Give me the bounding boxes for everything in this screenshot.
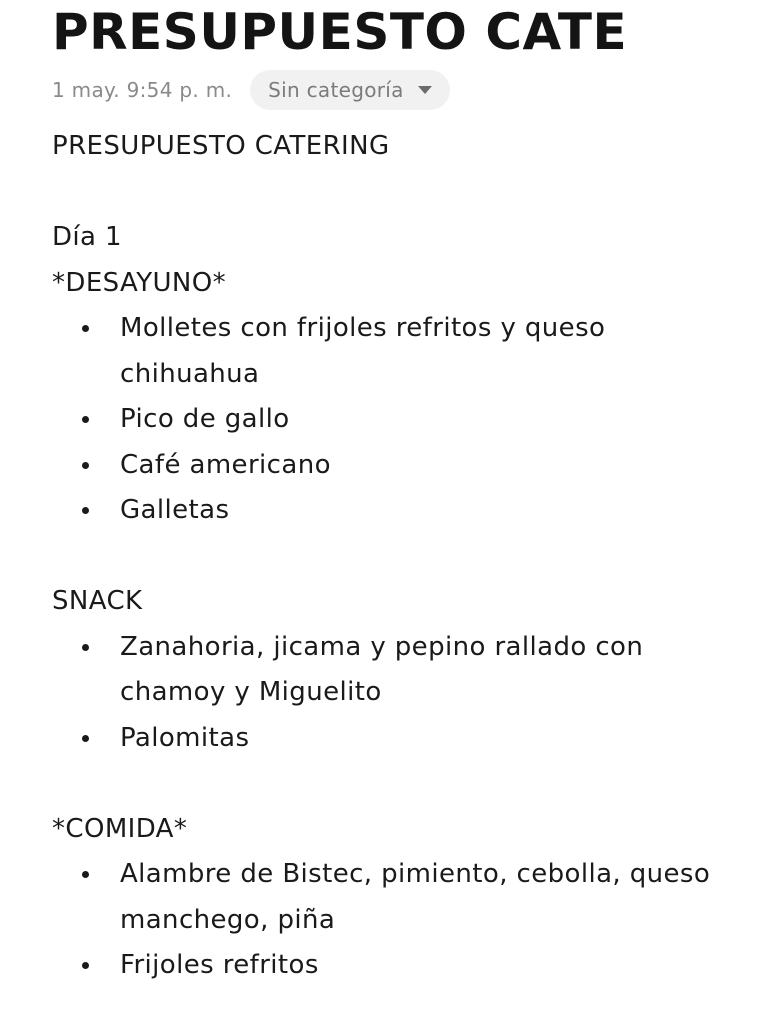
list-item bbox=[52, 306, 752, 397]
bullet-icon bbox=[82, 416, 89, 423]
list-item bbox=[52, 397, 752, 443]
note-meta bbox=[52, 68, 752, 112]
section-title: *DESAYUNO* bbox=[52, 267, 227, 298]
bullet-icon bbox=[82, 507, 89, 514]
list-item-text: Alambre de Bistec, pimiento, cebolla, queso manchego, piña bbox=[120, 859, 711, 935]
list-item-text: Molletes con frijoles refritos y queso chihuahua bbox=[120, 313, 606, 389]
list-item-text: Frijoles refritos bbox=[120, 950, 319, 980]
category-label: Sin categoría bbox=[268, 78, 404, 102]
blank-line bbox=[52, 761, 752, 807]
bullet-icon bbox=[82, 462, 89, 469]
bullet-icon bbox=[82, 962, 89, 969]
day-label: Día 1 bbox=[52, 222, 122, 252]
chevron-down-icon bbox=[418, 86, 432, 94]
list-item bbox=[52, 716, 752, 762]
list-item bbox=[52, 852, 752, 943]
list-item bbox=[52, 443, 752, 489]
blank-line bbox=[52, 170, 752, 216]
section-title: SNACK bbox=[52, 586, 143, 616]
note-date: 1 may. 9:54 p. m. bbox=[52, 78, 233, 102]
bullet-icon bbox=[82, 871, 89, 878]
note-body[interactable] bbox=[52, 124, 752, 989]
list-item-text: Pico de gallo bbox=[120, 404, 290, 434]
bullet-icon bbox=[82, 644, 89, 651]
bullet-list bbox=[52, 625, 752, 762]
body-heading: PRESUPUESTO CATERING bbox=[52, 131, 390, 161]
blank-line bbox=[52, 534, 752, 580]
list-item bbox=[52, 488, 752, 534]
category-dropdown[interactable] bbox=[250, 70, 450, 110]
bullet-icon bbox=[82, 735, 89, 742]
note-editor bbox=[52, 0, 752, 989]
list-item-text: Zanahoria, jicama y pepino rallado con chamoy y Miguelito bbox=[120, 631, 644, 707]
bullet-list bbox=[52, 852, 752, 989]
list-item-text: Galletas bbox=[120, 495, 230, 525]
list-item bbox=[52, 943, 752, 989]
list-item-text: Palomitas bbox=[120, 722, 250, 753]
list-item bbox=[52, 625, 752, 716]
note-title[interactable]: PRESUPUESTO CATE bbox=[52, 3, 628, 61]
list-item-text: Café americano bbox=[120, 449, 331, 480]
section-title: *COMIDA* bbox=[52, 813, 188, 844]
bullet-icon bbox=[82, 325, 89, 332]
bullet-list bbox=[52, 306, 752, 534]
